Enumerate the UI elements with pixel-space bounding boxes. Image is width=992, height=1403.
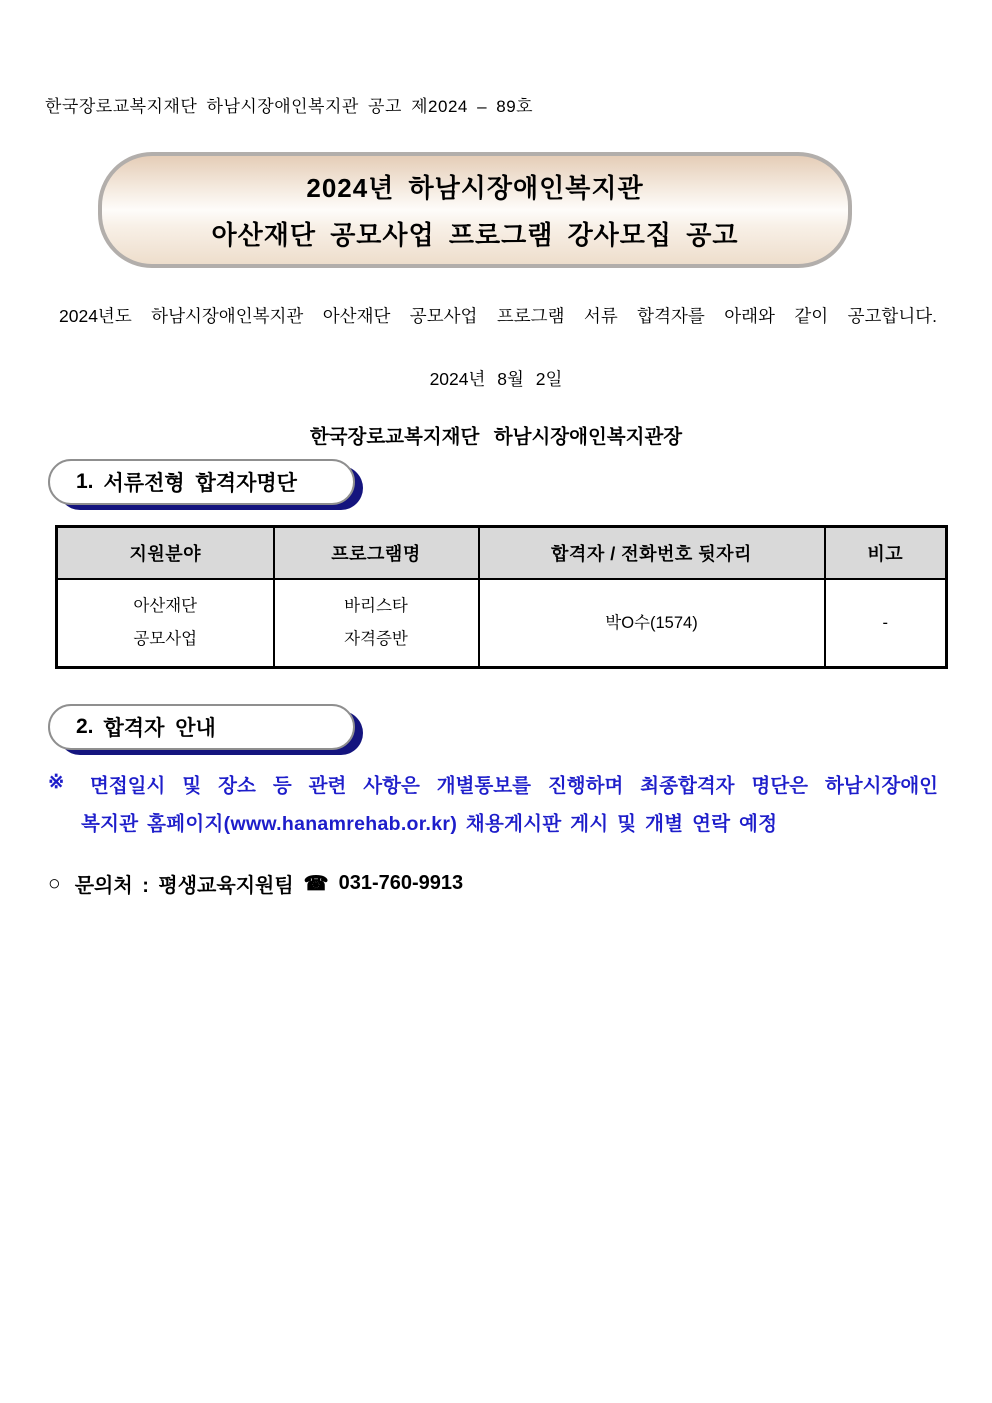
intro-paragraph: 2024년도 하남시장애인복지관 아산재단 공모사업 프로그램 서류 합격자를 아래와 같이 공고합니다. [59,306,937,326]
section-2-title: 합격자 안내 [103,717,216,740]
cell-program-line1: 바리스타 [344,597,408,615]
section-heading-1 [48,459,355,505]
note-line-1-wrap [48,770,938,798]
cell-passer: 박O수(1574) [479,579,825,668]
notice-note [48,770,938,836]
contact-line [48,869,463,898]
contact-label: 문의처 : 평생교육지원팀 [74,875,294,897]
section-2-number: 2. [76,715,94,738]
section-heading-2 [48,704,355,750]
title-line-2: 아산재단 공모사업 프로그램 강사모집 공고 [211,220,739,250]
circle-bullet: ○ [48,871,61,895]
cell-field-line1: 아산재단 [133,597,198,615]
col-header-field: 지원분야 [57,527,274,580]
reference-mark: ※ [48,771,65,793]
cell-field-line2: 공모사업 [133,630,198,648]
cell-program [274,579,479,668]
cell-program-line2: 자격증반 [344,630,408,648]
pass-list-table [55,525,948,669]
contact-phone-number: 031-760-9913 [338,872,464,894]
doc-number: 한국장로교복지재단 하남시장애인복지관 공고 제2024 – 89호 [45,97,534,116]
cell-field [57,579,274,668]
col-header-program: 프로그램명 [274,527,479,580]
title-box [98,152,852,268]
signature-line: 한국장로교복지재단 하남시장애인복지관장 [309,426,683,448]
col-header-passer-phone: 합격자 / 전화번호 뒷자리 [479,527,825,580]
note-line-1: 면접일시 및 장소 등 관련 사항은 개별통보를 진행하며 최종합격자 명단은 하남시장애인 [90,775,938,797]
title-line-1: 2024년 하남시장애인복지관 [306,173,644,203]
col-header-remark: 비고 [825,527,947,580]
section-1-number: 1. [76,470,94,493]
phone-icon: ☎ [303,873,329,895]
cell-remark: - [825,579,947,668]
table-header-row [57,527,947,580]
date-line: 2024년 8월 2일 [429,369,563,389]
note-line-2: 복지관 홈페이지(www.hanamrehab.or.kr) 채용게시판 게시 및 개별 연락 예정 [81,813,778,835]
section-1-title: 서류전형 합격자명단 [103,472,297,495]
table-row [57,579,947,668]
